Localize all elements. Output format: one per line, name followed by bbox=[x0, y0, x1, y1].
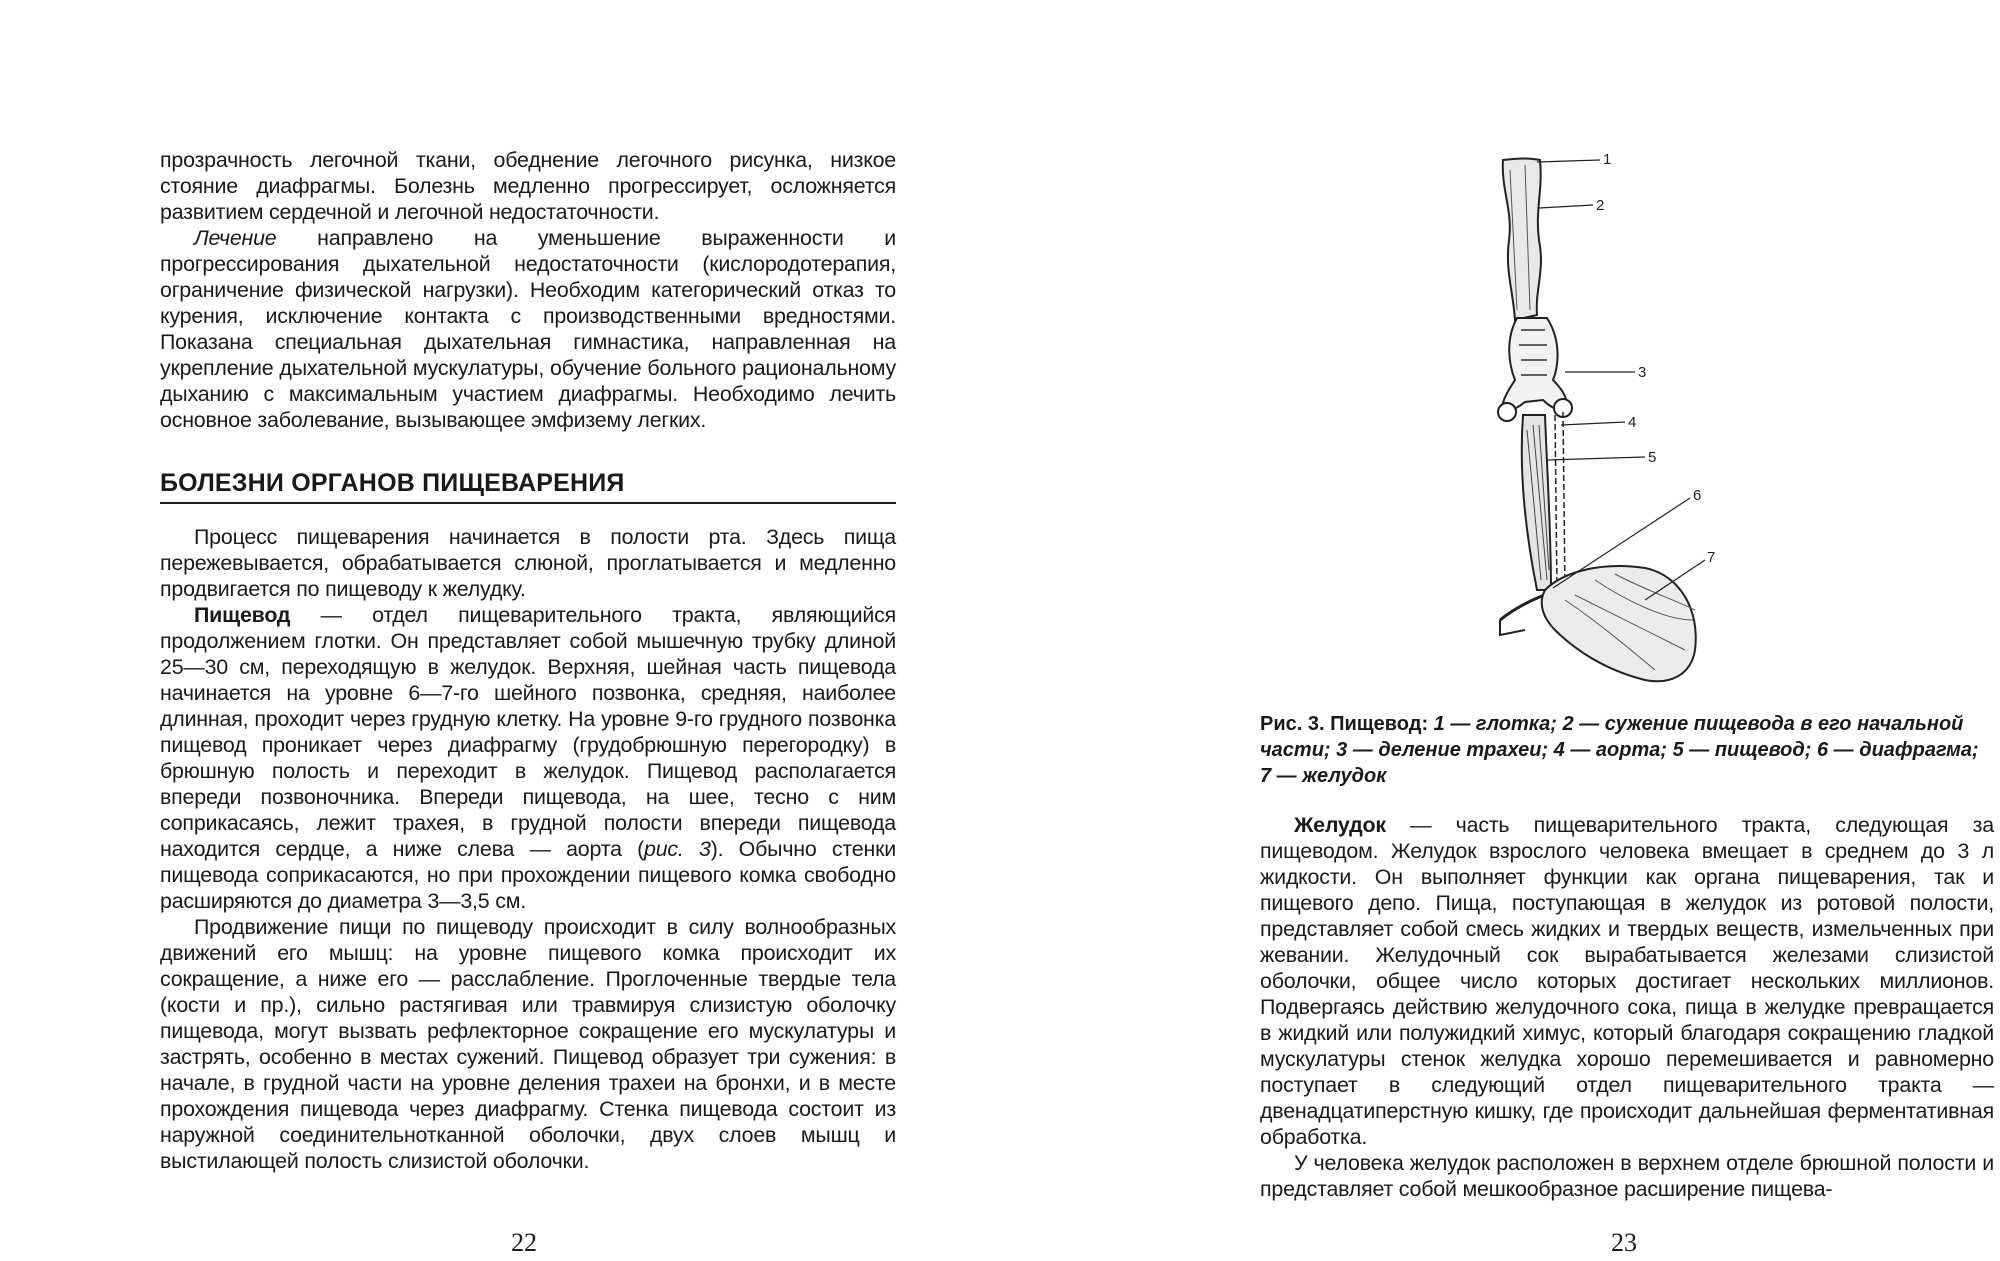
treatment-text: направлено на уменьшение выраженности и прогрессирования дыхательной недостаточности (кислородотерапия, ограничение физической нагрузки). Необходим категорический отказ то курения, исключение контакта с производственными вредностями. Показана специальная дыхательная гимнастика, направленная на укрепление дыхательной мускулатуры, обучение больного рациональному дыханию с максимальным участием диафрагмы. Необходимо лечить основное заболевание, вызывающее эмфизему легких. bbox=[160, 226, 896, 432]
esophagus-text-1: — отдел пищеварительного тракта, являющийся продолжением глотки. Он представляет собой мышечную трубку длиной 25—30 см, переходящую в желудок. Верхняя, шейная часть пищевода начинается на уровне 6—7-го шейного позвонка, средняя, наиболее длинная, проходит через грудную клетку. На уровне 9-го грудного позвонка пищевод проникает через диафрагму (грудобрюшную перегородку) в брюшную полость и переходит в желудок. Пищевод располагается впереди позвоночника. Впереди пищевода, на шее, тесно с ним соприкасаясь, лежит трахея, в грудной полости впереди пищевода находится сердце, а ниже слева — аорта ( bbox=[160, 603, 896, 861]
figure-label-5: 5 bbox=[1648, 449, 1657, 466]
figure-reference: рис. 3 bbox=[644, 837, 711, 861]
esophagus-text-2: ). Обычно стенки пищевода соприкасаются, но при прохождении пищевого комка свободно расширяются до диаметра 3—3,5 см. bbox=[160, 837, 896, 913]
right-text-column bbox=[1260, 812, 1994, 1202]
left-text-column bbox=[160, 147, 896, 1174]
figure-label-4: 4 bbox=[1628, 414, 1637, 431]
treatment-term: Лечение bbox=[194, 226, 277, 250]
figure-label-7: 7 bbox=[1707, 549, 1716, 566]
paragraph-esophagus bbox=[160, 602, 896, 914]
paragraph-stomach-location: У человека желудок расположен в верхнем отделе брюшной полости и представляет собой мешкообразное расширение пищева- bbox=[1260, 1151, 1994, 1201]
page-number-left: 22 bbox=[511, 1228, 537, 1257]
figure-caption bbox=[1260, 711, 1994, 789]
figure-label-3: 3 bbox=[1638, 364, 1647, 381]
esophagus-illustration bbox=[1495, 150, 1725, 690]
stomach-text: — часть пищеварительного тракта, следующая за пищеводом. Желудок взрослого человека вмещает в среднем до 3 л жидкости. Он выполняет функции как органа пищеварения, так и пищевого депо. Пища, поступающая в желудок из ротовой полости, представляет собой смесь жидких и твердых веществ, измельченных при жевании. Желудочный сок вырабатывается железами слизистой оболочки, общее число которых достигает нескольких миллионов. Подвергаясь действию желудочного сока, пища в желудке превращается в жидкий или полужидкий химус, который благодаря сокращению гладкой мускулатуры стенок желудка хорошо перемешивается и равномерно поступает в следующий отдел пищеварительного тракта — двенадцатиперстную кишку, где происходит дальнейшая ферментативная обработка. bbox=[1260, 813, 1994, 1149]
page-number-right: 23 bbox=[1611, 1228, 1637, 1257]
caption-title: Рис. 3. Пищевод: bbox=[1260, 713, 1434, 735]
paragraph-digestion-intro: Процесс пищеварения начинается в полости рта. Здесь пища пережевывается, обрабатывается слюной, проглатывается и медленно продвигается по пищеводу к желудку. bbox=[160, 525, 896, 601]
figure-label-6: 6 bbox=[1693, 487, 1702, 504]
paragraph-stomach bbox=[1260, 812, 1994, 1150]
paragraph-emphysema-end: прозрачность легочной ткани, обеднение легочного рисунка, низкое стояние диафрагмы. Болезнь медленно прогрессирует, осложняется развитием сердечной и легочной недостаточности. bbox=[160, 148, 896, 224]
esophagus-term: Пищевод bbox=[194, 603, 291, 627]
paragraph-treatment bbox=[160, 225, 896, 433]
figure-label-1: 1 bbox=[1603, 151, 1612, 168]
figure-label-2: 2 bbox=[1596, 197, 1605, 214]
section-heading: БОЛЕЗНИ ОРГАНОВ ПИЩЕВАРЕНИЯ bbox=[160, 468, 896, 504]
stomach-term: Желудок bbox=[1294, 813, 1386, 837]
caption-legend: 1 — глотка; 2 — сужение пищевода в его начальной части; 3 — деление трахеи; 4 — аорта; 5 — пищевод; 6 — диафрагма; 7 — желудок bbox=[1260, 713, 1979, 787]
esophagus-figure bbox=[1495, 150, 1725, 690]
paragraph-food-movement: Продвижение пищи по пищеводу происходит в силу волнообразных движений его мышц: на уровне пищевого комка происходит их сокращение, а ниже его — расслабление. Проглоченные твердые тела (кости и пр.), сильно растягивая или травмируя слизистую оболочку пищевода, могут вызвать рефлекторное сокращение его мускулатуры и застрять, особенно в местах сужений. Пищевод образует три сужения: в начале, в грудной части на уровне деления трахеи на бронхи, и в месте прохождения пищевода через диафрагму. Стенка пищевода состоит из наружной соединительнотканной оболочки, двух слоев мышц и выстилающей полость слизистой оболочки. bbox=[160, 915, 896, 1173]
